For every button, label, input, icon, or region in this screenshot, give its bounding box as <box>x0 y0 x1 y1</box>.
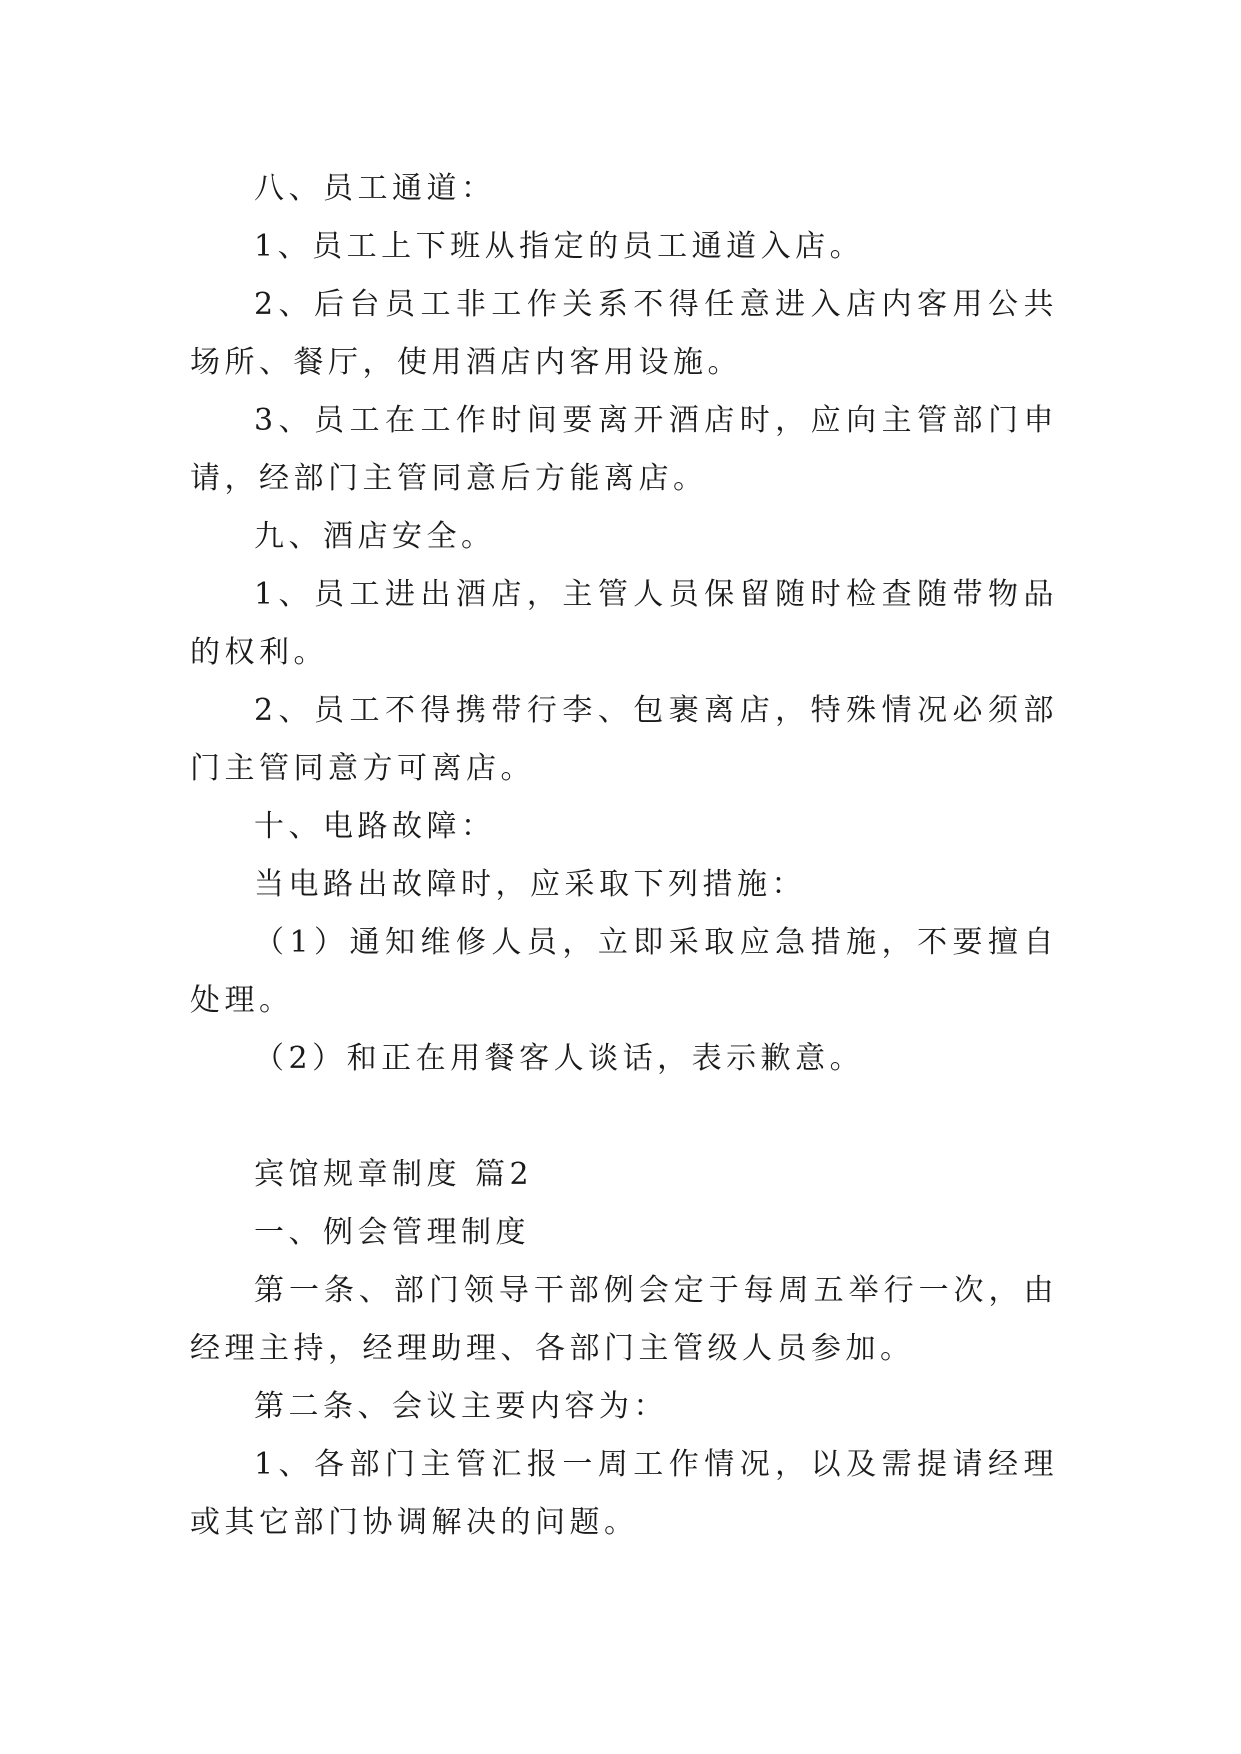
document-body <box>190 160 1058 1552</box>
paragraph: 3、员工在工作时间要离开酒店时，应向主管部门申请，经部门主管同意后方能离店。 <box>190 403 1058 496</box>
paragraph: （1）通知维修人员，立即采取应急措施，不要擅自处理。 <box>190 925 1058 1018</box>
paragraph: 第一条、部门领导干部例会定于每周五举行一次，由经理主持，经理助理、各部门主管级人员参加。 <box>190 1273 1058 1366</box>
paragraph: 第二条、会议主要内容为： <box>254 1389 668 1424</box>
paragraph: （2）和正在用餐客人谈话，表示歉意。 <box>254 1041 865 1076</box>
paragraph: 1、员工进出酒店，主管人员保留随时检查随带物品的权利。 <box>190 577 1058 670</box>
paragraph: 1、员工上下班从指定的员工通道入店。 <box>254 229 865 264</box>
section-heading-circuit-fault: 十、电路故障： <box>254 809 496 844</box>
section-heading-hotel-safety: 九、酒店安全。 <box>254 519 496 554</box>
section-heading-meeting-rules: 一、例会管理制度 <box>254 1215 530 1250</box>
article-title: 宾馆规章制度 篇2 <box>254 1157 534 1192</box>
paragraph: 2、员工不得携带行李、包裹离店，特殊情况必须部门主管同意方可离店。 <box>190 693 1058 786</box>
paragraph: 2、后台员工非工作关系不得任意进入店内客用公共场所、餐厅，使用酒店内客用设施。 <box>190 287 1058 380</box>
section-spacer <box>190 1088 1058 1146</box>
paragraph: 当电路出故障时，应采取下列措施： <box>254 867 806 902</box>
paragraph: 1、各部门主管汇报一周工作情况，以及需提请经理或其它部门协调解决的问题。 <box>190 1447 1058 1540</box>
section-heading-staff-passage: 八、员工通道： <box>254 171 496 206</box>
